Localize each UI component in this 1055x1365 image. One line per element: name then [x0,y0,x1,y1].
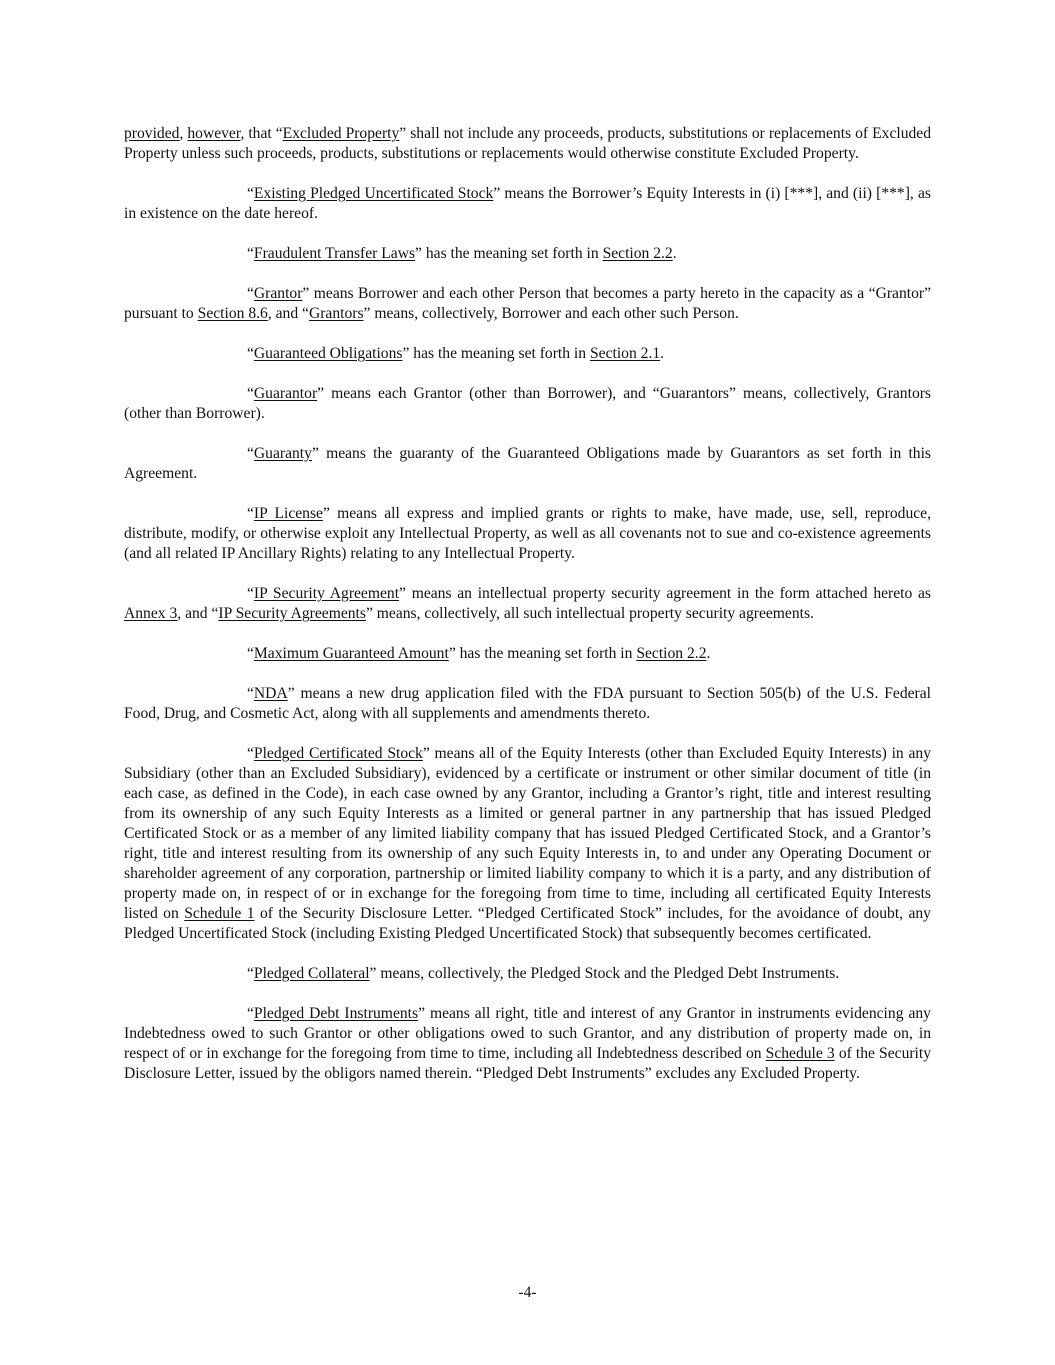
defined-term: Guaranteed Obligations [253,345,403,362]
text-run: . [672,245,677,262]
defined-term: Existing Pledged Uncertificated Stock [253,185,494,202]
definition-excluded-property-continued [124,124,931,164]
definition-grantor [124,284,931,324]
definition-existing-pledged-uncertificated-stock [124,184,931,224]
text-run: “ [247,385,254,402]
defined-term: Grantors [308,305,364,322]
text-run: “ [247,645,254,662]
defined-term: Annex 3 [124,605,178,622]
text-run: “ [247,185,254,202]
definition-pledged-collateral [124,964,931,984]
definition-guaranteed-obligations [124,344,931,364]
text-run: ” has the meaning set forth in [402,345,590,362]
text-run: ” has the meaning set forth in [448,645,637,662]
defined-term: Grantor [253,285,303,302]
text-run: , that “ [240,125,283,142]
defined-term: IP Security Agreements [218,605,366,622]
text-run: , and “ [267,305,309,322]
text-run: ” means, collectively, the Pledged Stock and the Pledged Debt Instruments. [369,965,840,982]
defined-term: Pledged Debt Instruments [253,1005,419,1022]
text-run: ” means, collectively, all such intellectual property security agreements. [365,605,814,622]
text-run: ” has the meaning set forth in [415,245,603,262]
defined-term: IP License [253,505,323,522]
definition-guaranty [124,444,931,484]
text-run: ” means an intellectual property security agreement in the form attached hereto as [399,585,931,602]
defined-term: provided [124,125,180,142]
defined-term: Schedule 3 [765,1045,835,1062]
text-run: “ [247,685,254,702]
text-run: . [706,645,711,662]
text-run: “ [247,505,254,522]
text-run: . [660,345,665,362]
text-run: ” means the guaranty of the Guaranteed Obligations made by Guarantors as set forth in this Agreement. [124,445,931,482]
defined-term: Pledged Collateral [253,965,370,982]
defined-term: Section 8.6 [197,305,268,322]
defined-term: Section 2.2 [602,245,673,262]
text-run: ” means all express and implied grants or rights to make, have made, use, sell, reproduce, distribute, modify, or otherwise exploit any Intellectual Property, as well as all covenants not to sue and co-existence agreements (and all related IP Ancillary Rights) relating to any Intellectual Property. [124,505,931,562]
definition-pledged-debt-instruments [124,1004,931,1084]
page-number: -4- [518,1284,537,1301]
text-run: “ [247,965,254,982]
definition-ip-security-agreement [124,584,931,624]
text-run: ” shall not include any proceeds, products, substitutions or replacements of Excluded Property unless such proceeds, products, substitutions or replacements would otherwise constitute Excluded Property. [124,125,932,162]
text-run: ” means all right, title and interest of any Grantor in instruments evidencing any Indebtedness owed to such Grantor or other obligations owed to such Grantor, and any distribution of property made on, in respect of or in exchange for the foregoing from time to time, including all Indebtedness described on [124,1005,931,1062]
defined-term: Pledged Certificated Stock [253,745,423,762]
text-run: ” means the Borrower’s Equity Interests in (i) [***], and (ii) [***], as in existence on the date hereof. [124,185,931,222]
text-run: , [179,125,188,142]
defined-term: Guaranty [253,445,312,462]
defined-term: Section 2.2 [636,645,707,662]
text-run: ” means each Grantor (other than Borrower), and “Guarantors” means, collectively, Grantors (other than Borrower). [124,385,931,422]
text-run: ” means all of the Equity Interests (other than Excluded Equity Interests) in any Subsidiary (other than an Excluded Subsidiary), evidenced by a certificate or instrument or other similar document of title (in each case, as defined in the Code), in each case owned by any Grantor, including a Grantor’s right, title and interest resulting from its ownership of any such Equity Interests as a limited or general partner in any partnership that has issued Pledged Certificated Stock or as a member of any limited liability company that has issued Pledged Certificated Stock, and a Grantor’s right, title and interest resulting from its ownership of any such Equity Interests in, to and under any Operating Document or shareholder agreement of any corporation, partnership or limited liability company to which it is a party, and any distribution of property made on, in respect of or in exchange for the foregoing from time to time, including all certificated Equity Interests listed on [124,745,931,922]
text-run: “ [247,445,254,462]
text-run: “ [247,585,254,602]
text-run: , and “ [177,605,219,622]
definition-pledged-certificated-stock [124,744,931,944]
defined-term: Section 2.1 [589,345,661,362]
text-run: of the Security Disclosure Letter, issued by the obligors named therein. “Pledged Debt Instruments” excludes any Excluded Property. [124,1045,932,1082]
text-run: “ [247,345,254,362]
definition-fraudulent-transfer-laws [124,244,931,264]
text-run: ” means Borrower and each other Person that becomes a party hereto in the capacity as a “Grantor” pursuant to [124,285,931,322]
defined-term: however [187,125,241,142]
text-run: of the Security Disclosure Letter. “Pledged Certificated Stock” includes, for the avoidance of doubt, any Pledged Uncertificated Stock (including Existing Pledged Uncertificated Stock) that subsequently becomes certificated. [124,905,931,942]
defined-term: Fraudulent Transfer Laws [253,245,416,262]
text-run: “ [247,1005,254,1022]
document-body [124,124,931,1104]
definition-nda [124,684,931,724]
text-run: ” means a new drug application filed with the FDA pursuant to Section 505(b) of the U.S. Federal Food, Drug, and Cosmetic Act, along with all supplements and amendments thereto. [124,685,931,722]
text-run: ” means, collectively, Borrower and each other such Person. [363,305,739,322]
defined-term: Schedule 1 [184,905,255,922]
definition-maximum-guaranteed-amount [124,644,931,664]
definition-guarantor [124,384,931,424]
text-run: “ [247,285,254,302]
text-run: “ [247,245,254,262]
text-run: “ [247,745,254,762]
defined-term: NDA [253,685,288,702]
defined-term: Guarantor [253,385,318,402]
defined-term: IP Security Agreement [253,585,400,602]
defined-term: Excluded Property [282,125,400,142]
definition-ip-license [124,504,931,564]
defined-term: Maximum Guaranteed Amount [253,645,449,662]
